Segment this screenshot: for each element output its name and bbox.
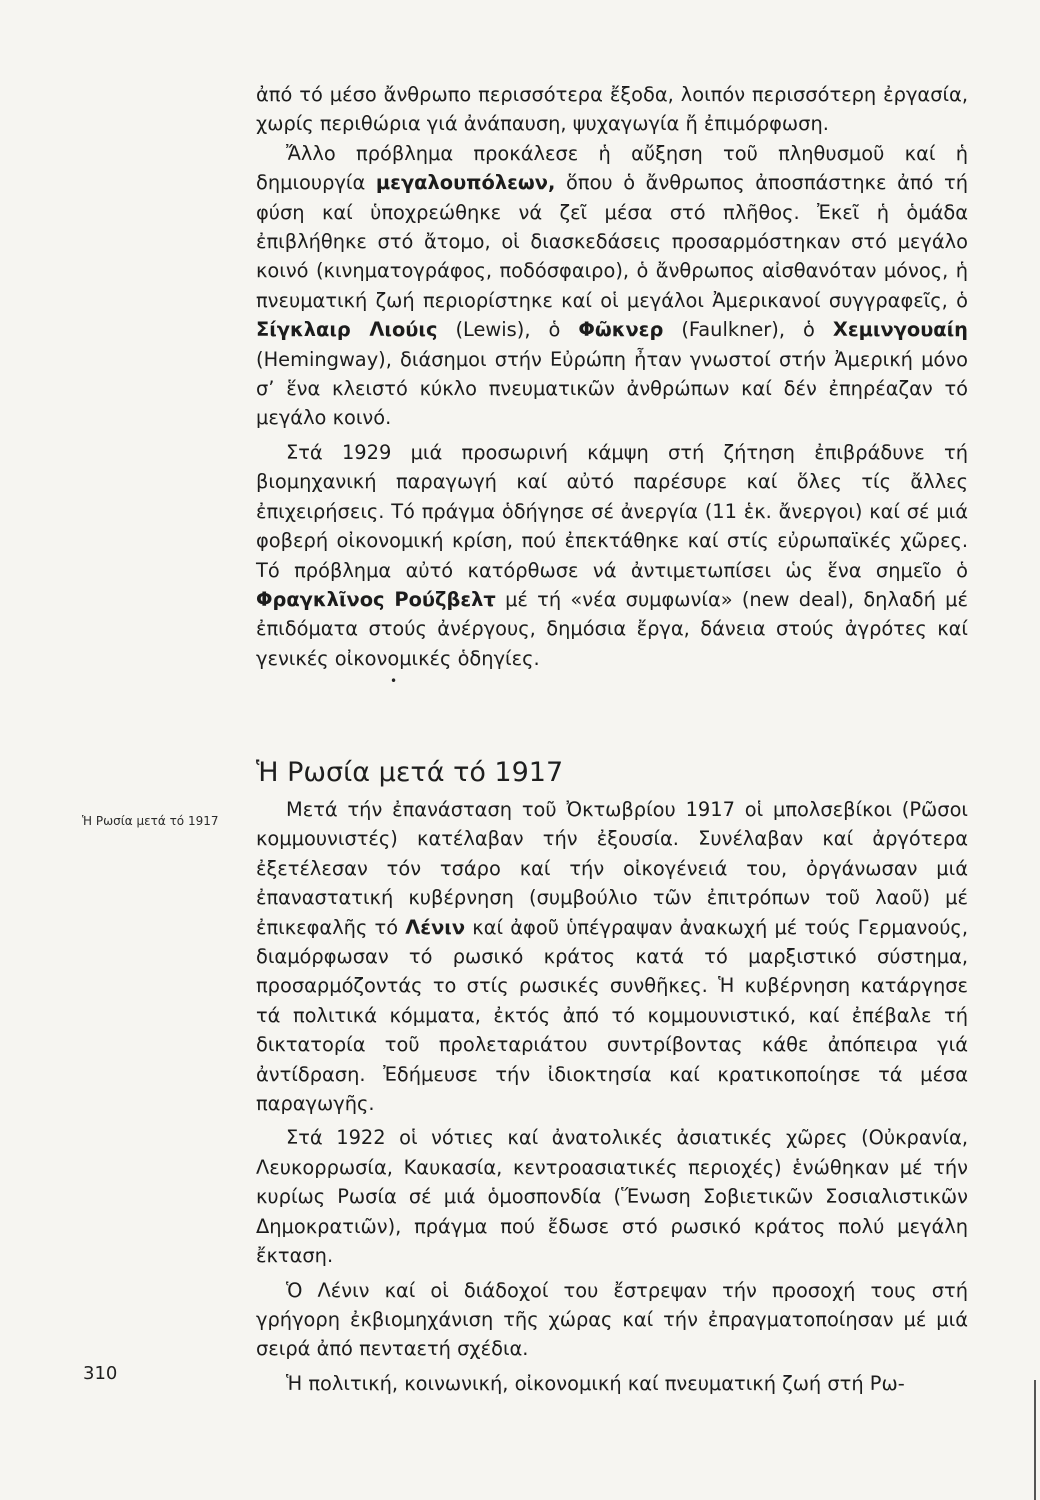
page-number: 310: [83, 1363, 118, 1384]
paragraph-life-in-russia: Ἡ πολιτική, κοινωνική, οἰκονομική καί πνευματική ζωή στή Ρω-: [286, 1371, 905, 1395]
page-edge-line: [1034, 1380, 1036, 1500]
paragraph-megalopolis: [256, 139, 968, 433]
bold-name: Λένιν: [405, 915, 466, 939]
paragraph-1922-union: Στά 1922 οἱ νότιες καί ἀνατολικές ἀσιατικές χῶρες (Οὐκρανία, Λευκορρωσία, Καυκασία, κεντροασιατικές περιοχές) ἑνώθηκαν μέ τήν κυρίως Ρωσία σέ μιά ὁμοσπονδία (Ἕνωση Σοβιετικῶν Σοσιαλιστικῶν Δημοκρατιῶν), πράγμα πού ἔδωσε στό ρωσικό κράτος πολύ μεγάλη ἔκταση.: [256, 1126, 968, 1268]
bold-name: Χεμινγουαίη: [832, 318, 968, 342]
bold-name: Σίγκλαιρ Λιούις: [256, 318, 438, 342]
text-run: μέ τή «νέα συμφωνία» (new deal), δηλαδή μέ ἐπιδόματα στούς ἀνέργους, δημόσια ἔργα, δάνεια στούς ἀγρότες καί γενικές οἰκονομικές ὁδηγίες.: [256, 587, 968, 670]
text-run: ὅπου ὁ ἄνθρωπος ἀποσπάστηκε ἀπό τή φύση καί ὑποχρεώθηκε νά ζεῖ μέσα στό πλῆθος. Ἐκεῖ ἡ ὁμάδα ἐπιβλήθηκε στό ἄτομο, οἱ διασκεδάσεις προσαρμόστηκαν στό μεγάλο κοινό (κινηματογράφος, ποδόσφαιρο), ὁ ἄνθρωπος αἰσθανόταν μόνος, ἡ πνευματική ζωή περιορίστηκε καί οἱ μεγάλοι Ἀμερικανοί συγγραφεῖς, ὁ: [256, 171, 968, 312]
section-text-block: [256, 795, 968, 1398]
bold-term: μεγαλουπόλεων,: [375, 171, 556, 195]
margin-note: Ἡ Ρωσία μετά τό 1917: [82, 814, 219, 828]
text-run: καί ἀφοῦ ὑπέγραψαν ἀνακωχή μέ τούς Γερμανούς, διαμόρφωσαν τό ρωσικό κράτος κατά τό μαρξιστικό σύστημα, προσαρμόζοντάς το στίς ρωσικές συνθῆκες. Ἡ κυβέρνηση κατάργησε τά πολιτικά κόμματα, ἐκτός ἀπό τό κομμουνιστικό, καί ἐπέβαλε τή δικτατορία τοῦ προλεταριάτου συντρίβοντας κάθε ἀπόπειρα γιά ἀντίδραση. Ἐδήμευσε τήν ἰδιοκτησία καί κρατικοποίησε τά μέσα παραγωγῆς.: [256, 915, 968, 1116]
bold-name: Φῶκνερ: [578, 318, 664, 342]
text-run: ἀπό τό μέσο ἄνθρωπο περισσότερα ἔξοδα, λοιπόν περισσότερη ἐργασία, χωρίς περιθώρια γιά ἀνάπαυση, ψυχαγωγία ἤ ἐπιμόρφωση.: [256, 83, 968, 136]
top-text-block: [256, 80, 968, 687]
paragraph-revolution: [256, 795, 968, 1118]
text-run: (Lewis), ὁ: [437, 318, 579, 342]
text-run: (Hemingway), διάσημοι στήν Εὐρώπη ἦταν γνωστοί στήν Ἀμερική μόνο σ’ ἕνα κλειστό κύκλο πνευματικῶν ἀνθρώπων καί δέν ἐπηρέαζαν τό μεγάλο κοινό.: [256, 347, 968, 430]
section-title: Ἡ Ρωσία μετά τό 1917: [256, 757, 564, 788]
paragraph-industrialization: Ὁ Λένιν καί οἱ διάδοχοί του ἔστρεψαν τήν προσοχή τους στή γρήγορη ἐκβιομηχάνιση τῆς χώρας καί τήν ἐπραγματοποίησαν μέ μιά σειρά ἀπό πενταετή σχέδια.: [256, 1278, 968, 1361]
text-run: Στά 1929 μιά προσωρινή κάμψη στή ζήτηση ἐπιβράδυνε τή βιομηχανική παραγωγή καί αὐτό παρέσυρε καί ὅλες τίς ἄλλες ἐπιχειρήσεις. Τό πράγμα ὁδήγησε σέ ἀνεργία (11 ἑκ. ἄνεργοι) καί σέ μιά φοβερή οἰκονομική κρίση, πού ἐπεκτάθηκε καί στίς εὐρωπαϊκές χῶρες. Τό πρόβλημα αὐτό κατόρθωσε νά ἀντιμετωπίσει ὡς ἕνα σημεῖο ὁ: [256, 440, 968, 582]
bold-name: Φραγκλῖνος Ρούζβελτ: [256, 587, 496, 611]
paragraph-1929-crisis: [256, 438, 968, 673]
text-run: Μετά τήν ἐπανάσταση τοῦ Ὀκτωβρίου 1917 οἱ μπολσεβίκοι (Ρῶσοι κομμουνιστές) κατέλαβαν τήν ἐξουσία. Συνέλαβαν καί ἀργότερα ἐξετέλεσαν τόν τσάρο καί τήν οἰκογένειά του, ὀργάνωσαν μιά ἐπαναστατική κυβέρνηση (συμβούλιο τῶν ἐπιτρόπων τοῦ λαοῦ) μέ ἐπικεφαλῆς τό: [256, 798, 968, 939]
text-run: Ἄλλο πρόβλημα προκάλεσε ἡ αὔξηση τοῦ πληθυσμοῦ καί ἡ δημιουργία: [256, 141, 968, 195]
paragraph-continued: [256, 80, 968, 139]
bullet-mark: •: [390, 674, 398, 689]
text-run: (Faulkner), ὁ: [663, 318, 833, 342]
